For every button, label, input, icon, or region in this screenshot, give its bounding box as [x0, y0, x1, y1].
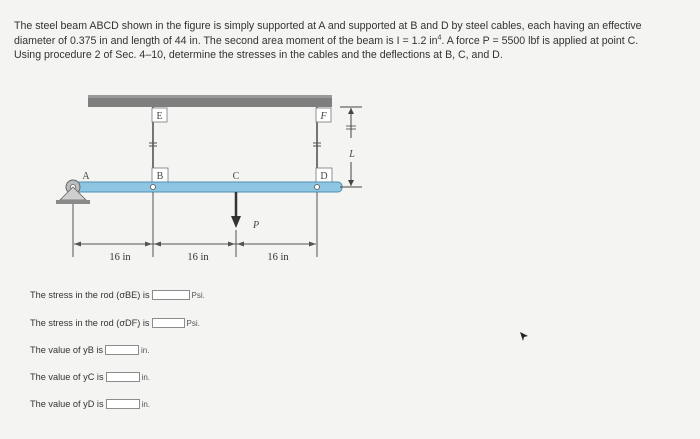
- unit-label: Psi.: [191, 290, 205, 300]
- question-label: The value of yD is: [30, 399, 104, 409]
- label-b: B: [156, 171, 164, 182]
- beam: [70, 182, 342, 192]
- question-label: The stress in the rod (σBE) is: [30, 290, 150, 300]
- label-d: D: [320, 171, 328, 182]
- pin-d: [315, 185, 320, 190]
- answer-input-stress-be[interactable]: [152, 290, 190, 300]
- problem-line-2-text: diameter of 0.375 in and length of 44 in. The second area moment of the beam is I = 1.2 in: [14, 34, 438, 47]
- question-row-5: [30, 399, 150, 409]
- unit-label: in.: [141, 372, 150, 382]
- question-row-2: [30, 318, 200, 328]
- problem-line-3: Using procedure 2 of Sec. 4–10, determine the stresses in the cables and the deflections at B, C, and D.: [14, 49, 503, 62]
- label-a: A: [82, 171, 90, 182]
- label-e: E: [156, 111, 163, 122]
- question-label: The value of yC is: [30, 372, 104, 382]
- question-label: The value of yB is: [30, 345, 104, 355]
- label-l: L: [349, 149, 355, 160]
- dimension-label-cd: 16 in: [267, 252, 289, 263]
- cursor-arrow-icon: [519, 331, 529, 343]
- answer-input-stress-df[interactable]: [152, 318, 185, 328]
- answer-input-yd[interactable]: [106, 399, 140, 409]
- answer-input-yb[interactable]: [105, 345, 139, 355]
- label-f: F: [320, 111, 327, 122]
- question-row-3: [30, 345, 149, 355]
- question-row-4: [30, 372, 150, 382]
- force-p-arrowhead: [231, 216, 241, 228]
- dimension-label-ab: 16 in: [109, 252, 131, 263]
- question-label: The stress in the rod (σDF) is: [30, 318, 150, 328]
- unit-label: Psi.: [186, 318, 200, 328]
- unit-label: in.: [141, 345, 150, 355]
- superscript: 4: [437, 34, 442, 42]
- dimension-l: [340, 107, 362, 187]
- dimension-line: [74, 242, 316, 247]
- answer-input-yc[interactable]: [106, 372, 140, 382]
- label-p: P: [253, 220, 260, 231]
- problem-line-1: The steel beam ABCD shown in the figure is simply supported at A and supported at B and D by steel cables, each having an effective: [14, 20, 642, 32]
- question-row-1: [30, 290, 205, 300]
- dimension-label-bc: 16 in: [187, 252, 209, 263]
- label-c: C: [232, 171, 240, 182]
- ceiling-highlight: [88, 95, 332, 98]
- pin-b: [151, 185, 156, 190]
- unit-label: in.: [141, 399, 150, 409]
- problem-line-2-tail: . A force P = 5500 lbf is applied at point C.: [441, 34, 639, 47]
